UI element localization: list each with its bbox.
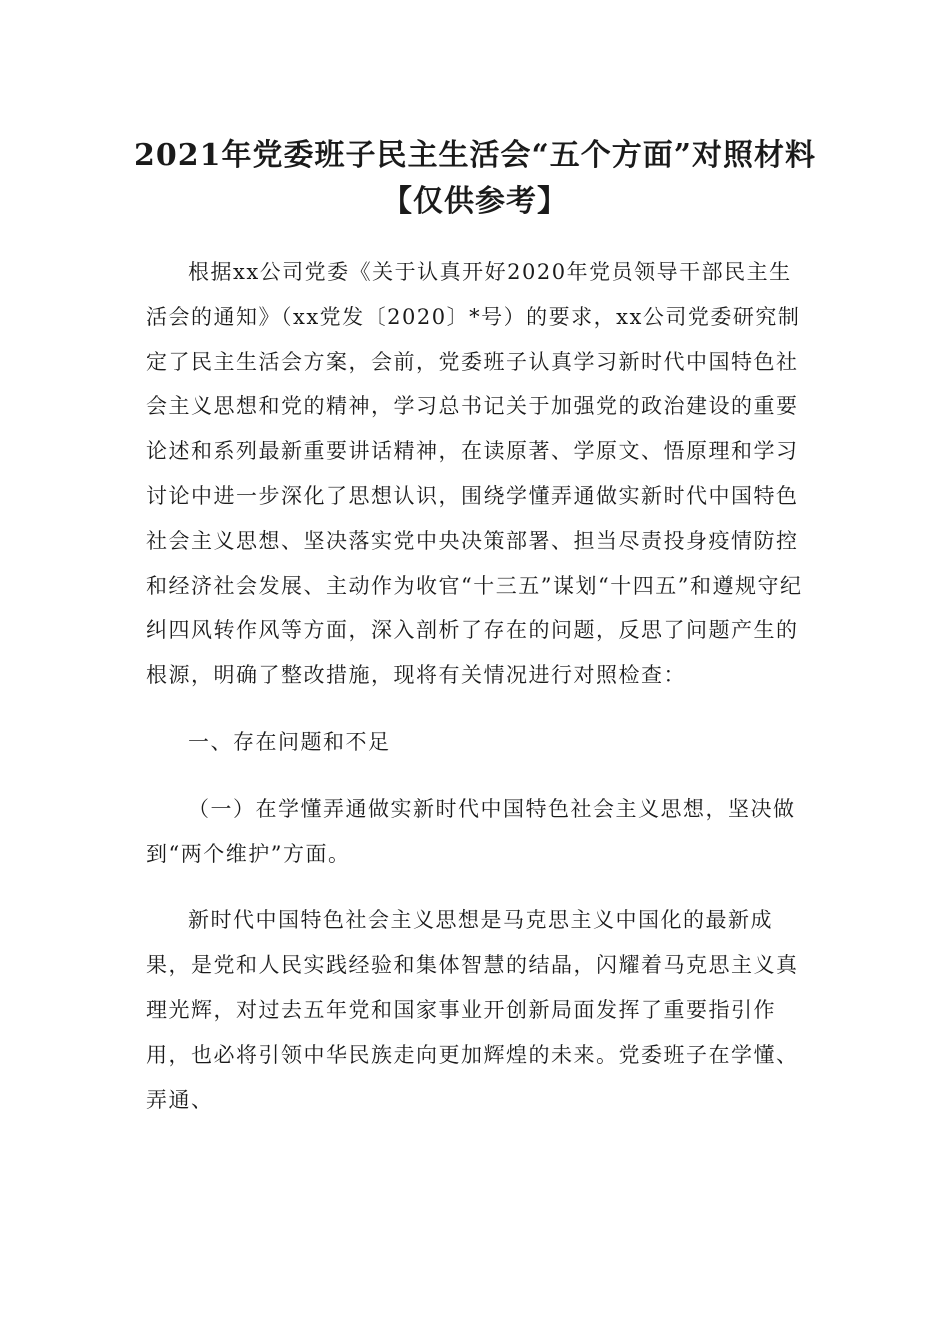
title-line-2: 【仅供参考】 xyxy=(382,184,568,219)
title-line-1: 2021年党委班子民主生活会“五个方面”对照材料 xyxy=(133,138,816,173)
section-heading: 一、存在问题和不足 xyxy=(188,729,391,754)
document-title xyxy=(0,133,950,225)
document-body xyxy=(146,250,804,1122)
subsection-heading: （一）在学懂弄通做实新时代中国特色社会主义思想，坚决做到“两个维护”方面。 xyxy=(146,796,796,866)
intro-paragraph: 根据xx公司党委《关于认真开好2020年党员领导干部民主生活会的通知》（xx党发〔2020〕*号）的要求，xx公司党委研究制定了民主生活会方案，会前，党委班子认真学习新时代中国特色社会主义思想和党的精神，学习总书记关于加强党的政治建设的重要论述和系列最新重要讲话精神，在读原著、学原文、悟原理和学习讨论中进一步深化了思想认识，围绕学懂弄通做实新时代中国特色社会主义思想、坚决落实党中央决策部署、担当尽责投身疫情防控和经济社会发展、主动作为收官“十三五”谋划“十四五”和遵规守纪纠四风转作风等方面，深入剖析了存在的问题，反思了问题产生的根源，明确了整改措施，现将有关情况进行对照检查： xyxy=(146,260,803,688)
body-paragraph: 新时代中国特色社会主义思想是马克思主义中国化的最新成果，是党和人民实践经验和集体智慧的结晶，闪耀着马克思主义真理光辉，对过去五年党和国家事业开创新局面发挥了重要指引作用，也必将引领中华民族走向更加辉煌的未来。党委班子在学懂、弄通、 xyxy=(146,908,799,1112)
